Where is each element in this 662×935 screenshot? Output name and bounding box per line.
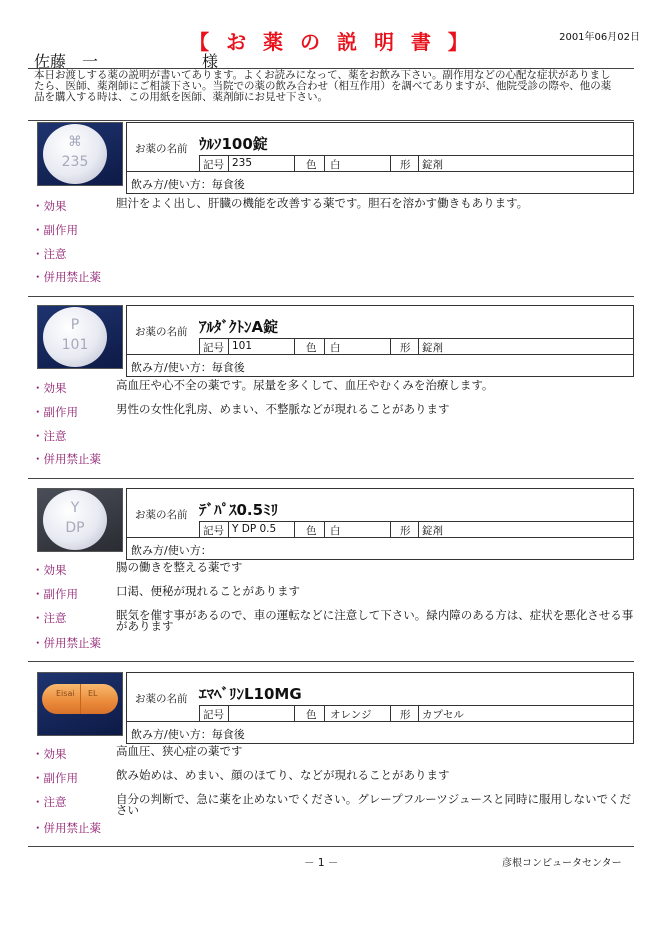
- effect-value: 高血圧、狭心症の薬です: [116, 744, 243, 758]
- intro-text: [34, 70, 634, 103]
- section-divider: [28, 478, 634, 479]
- usage-value: 毎食後: [211, 361, 245, 374]
- usage-value: 毎食後: [211, 178, 245, 191]
- shape-value: 錠剤: [422, 159, 443, 171]
- medicine-attributes: [199, 338, 634, 355]
- code-label: 記号: [203, 525, 224, 537]
- shape-label: 形: [400, 159, 411, 171]
- pill-image: Y DP: [43, 490, 107, 550]
- caution-value: 眠気を催す事があるので、車の運転などに注意して下さい。緑内障のある方は、症状を悪化させる事があります: [116, 608, 634, 633]
- color-label: 色: [306, 342, 317, 354]
- color-value: 白: [330, 342, 341, 354]
- pill-image: ⌘ 235: [43, 124, 107, 184]
- caution-label: ・注意: [32, 247, 67, 261]
- usage-label: 飲み方/使い方：: [131, 178, 212, 191]
- color-label: 色: [306, 525, 317, 537]
- page-number: － 1 －: [304, 857, 339, 869]
- effect-label: ・効果: [32, 199, 67, 213]
- effect-value: 腸の働きを整える薬です: [116, 560, 243, 574]
- shape-label: 形: [400, 525, 411, 537]
- effect-value: 高血圧や心不全の薬です。尿量を多くして、血圧やむくみを治療します。: [116, 378, 494, 392]
- code-value: Y DP 0.5: [232, 523, 277, 535]
- name-label: お薬の名前: [135, 143, 188, 155]
- section-divider: [28, 296, 634, 297]
- medicine-info-table: [126, 122, 634, 194]
- code-label: 記号: [203, 342, 224, 354]
- name-label: お薬の名前: [135, 326, 188, 338]
- contraindicated-label: ・併用禁止薬: [32, 636, 101, 650]
- side-effect-value: 男性の女性化乳房、めまい、不整脈などが現れることがあります: [116, 402, 450, 416]
- section-divider: [28, 661, 634, 662]
- caution-label: ・注意: [32, 611, 67, 625]
- side-effect-value: 飲み始めは、めまい、顔のほてり、などが現れることがあります: [116, 768, 450, 782]
- issue-date: 2001年06月02日: [559, 32, 640, 43]
- caution-label: ・注意: [32, 795, 67, 809]
- contraindicated-label: ・併用禁止薬: [32, 270, 101, 284]
- shape-label: 形: [400, 709, 411, 721]
- capsule-image: Eisai EL: [42, 684, 118, 714]
- contraindicated-label: ・併用禁止薬: [32, 821, 101, 835]
- usage-row: [127, 171, 633, 194]
- effect-label: ・効果: [32, 563, 67, 577]
- effect-label: ・効果: [32, 381, 67, 395]
- pill-image: P 101: [43, 307, 107, 367]
- document-title: 【 お 薬 の 説 明 書 】: [189, 30, 473, 54]
- color-label: 色: [306, 159, 317, 171]
- side-effect-label: ・副作用: [32, 405, 78, 419]
- code-value: 101: [232, 340, 253, 352]
- code-label: 記号: [203, 709, 224, 721]
- side-effect-label: ・副作用: [32, 223, 78, 237]
- intro-line: たら、医師、薬剤師にご相談下さい。当院での薬の飲み合わせ（相互作用）を調べてありますが、他院受診の際や、他の薬: [34, 80, 612, 92]
- usage-row: [127, 721, 633, 744]
- organization-name: 彦根コンピュータセンター: [502, 858, 622, 869]
- caution-label: ・注意: [32, 429, 67, 443]
- name-label: お薬の名前: [135, 509, 188, 521]
- usage-value: 毎食後: [211, 728, 245, 741]
- color-value: 白: [330, 525, 341, 537]
- shape-value: 錠剤: [422, 525, 443, 537]
- usage-label: 飲み方/使い方：: [131, 361, 212, 374]
- medicine-name: ｴﾏﾍﾞﾘﾝL10MG: [199, 685, 302, 703]
- medicine-attributes: [199, 521, 634, 538]
- usage-row: [127, 354, 633, 377]
- medicine-name: ﾃﾞﾊﾟｽ0.5ﾐﾘ: [199, 501, 279, 519]
- code-value: 235: [232, 157, 253, 169]
- code-label: 記号: [203, 159, 224, 171]
- pill-photo: [37, 305, 123, 369]
- side-effect-label: ・副作用: [32, 771, 78, 785]
- shape-value: カプセル: [422, 709, 464, 721]
- medicine-name: ｳﾙｿ100錠: [199, 135, 268, 153]
- pill-photo: [37, 488, 123, 552]
- medicine-name: ｱﾙﾀﾞｸﾄﾝA錠: [199, 318, 279, 336]
- usage-label: 飲み方/使い方：: [131, 544, 212, 557]
- patient-honorific: 様: [202, 52, 219, 71]
- pill-photo: [37, 672, 123, 736]
- pill-photo: [37, 122, 123, 186]
- color-value: 白: [330, 159, 341, 171]
- name-label: お薬の名前: [135, 693, 188, 705]
- effect-value: 胆汁をよく出し、肝臓の機能を改善する薬です。胆石を溶かす働きもあります。: [116, 196, 529, 210]
- side-effect-value: 口渇、便秘が現れることがあります: [116, 584, 300, 598]
- shape-label: 形: [400, 342, 411, 354]
- color-label: 色: [306, 709, 317, 721]
- section-divider: [28, 120, 634, 121]
- effect-label: ・効果: [32, 747, 67, 761]
- usage-label: 飲み方/使い方：: [131, 728, 212, 741]
- medicine-info-table: [126, 488, 634, 560]
- intro-line: 本日お渡しする薬の説明が書いてあります。よくお読みになって、薬をお飲み下さい。副作用などの心配な症状がありまし: [34, 69, 611, 81]
- side-effect-label: ・副作用: [32, 587, 78, 601]
- medicine-info-table: [126, 672, 634, 744]
- footer-divider: [28, 846, 634, 847]
- medicine-attributes: [199, 155, 634, 172]
- medicine-attributes: [199, 705, 634, 722]
- contraindicated-label: ・併用禁止薬: [32, 452, 101, 466]
- medicine-info-table: [126, 305, 634, 377]
- usage-row: [127, 537, 633, 560]
- caution-value: 自分の判断で、急に薬を止めないでください。グレープフルーツジュースと同時に服用しないでください: [116, 792, 631, 817]
- shape-value: 錠剤: [422, 342, 443, 354]
- color-value: オレンジ: [330, 709, 372, 721]
- intro-line: 品を購入する時は、この用紙を医師、薬剤師にお見せ下さい。: [34, 91, 328, 103]
- patient-name-text: 佐藤 一: [34, 52, 99, 71]
